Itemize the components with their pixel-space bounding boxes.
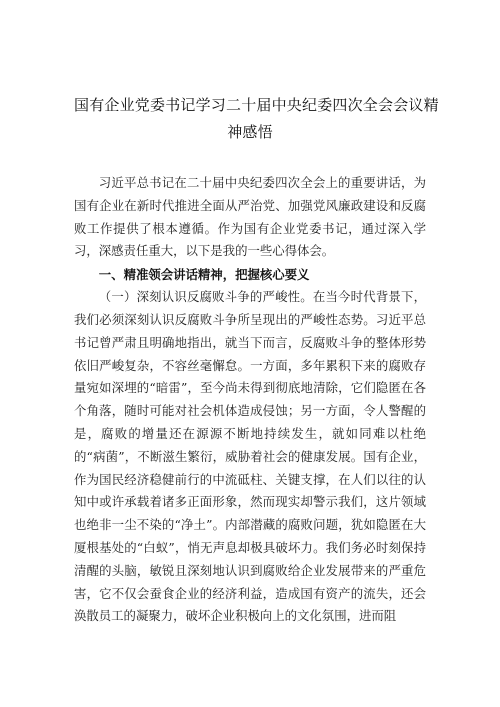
body-paragraph-1: （一）深刻认识反腐败斗争的严峻性。在当今时代背景下，我们必须深刻认识反腐败斗争所呈现出的严峻性态势。习近平总书记曾严肃且明确地指出，就当下而言，反腐败斗争的整体形势依旧严峻复杂，不容丝毫懈怠。一方面，多年累积下来的腐败存量宛如深埋的“暗雷”，至今尚未得到彻底地清除，它们隐匿在各个角落，随时可能对社会机体造成侵蚀；另一方面，令人警醒的是，腐败的增量还在源源不断地持续发生，就如同难以杜绝的“病菌”，不断滋生繁衍，威胁着社会的健康发展。国有企业，作为国民经济稳健前行的中流砥柱、关键支撑，在人们以往的认知中或许承载着诸多正面形象，然而现实却警示我们，这片领域也绝非一尘不染的“净土”。内部潜藏的腐败问题，犹如隐匿在大厦根基处的“白蚁”，悄无声息却极具破坏力。我们务必时刻保持清醒的头脑，敏锐且深刻地认识到腐败给企业发展带来的严重危害，它不仅会蚕食企业的经济利益，造成国有资产的流失，还会涣散员工的凝聚力，破坏企业积极向上的文化氛围，进而阻 bbox=[74, 289, 426, 624]
title-line-2: 神感悟 bbox=[227, 123, 273, 141]
document-title bbox=[74, 92, 439, 146]
title-line-1: 国有企业党委书记学习二十届中央纪委四次全会会议精 bbox=[74, 96, 439, 114]
section-heading-1: 一、精准领会讲话精神，把握核心要义 bbox=[98, 267, 310, 283]
intro-paragraph: 习近平总书记在二十届中央纪委四次全会上的重要讲话，为国有企业在新时代推进全面从严治党、加强党风廉政建设和反腐败工作提供了根本遵循。作为国有企业党委书记，通过深入学习，深感责任重大，以下是我的一些心得体会。 bbox=[74, 175, 426, 259]
